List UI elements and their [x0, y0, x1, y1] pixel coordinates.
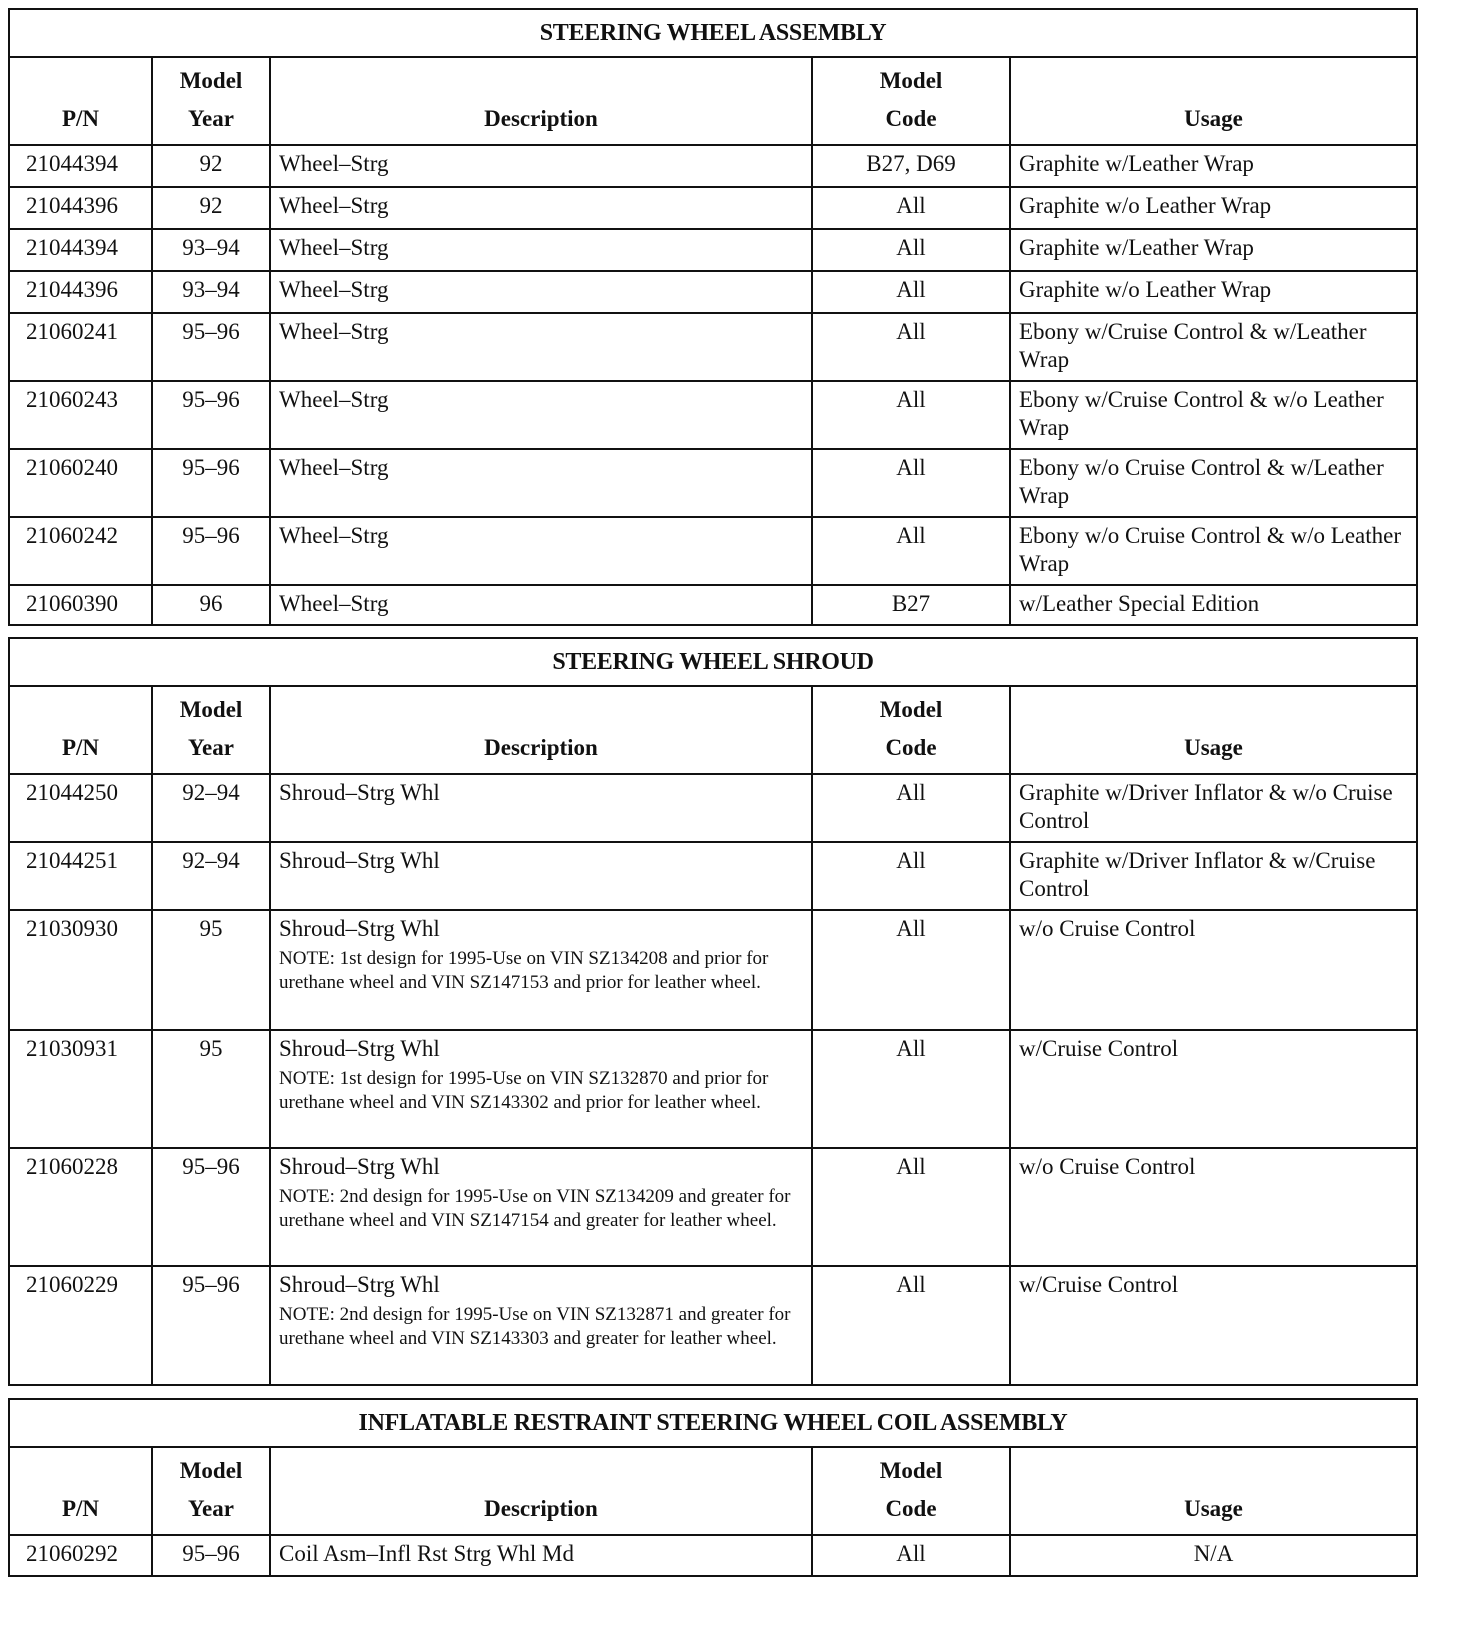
cell-pn: 21044396	[10, 187, 152, 229]
header-description: Description	[270, 1447, 812, 1535]
table-row	[10, 145, 1416, 187]
cell-pn: 21060240	[10, 449, 152, 517]
header-usage: Usage	[1010, 686, 1416, 774]
steering-wheel-shroud-table	[8, 637, 1418, 1386]
cell-description: Wheel–Strg	[270, 585, 812, 624]
header-pn: P/N	[10, 686, 152, 774]
note-text: NOTE: 2nd design for 1995-Use on VIN SZ132871 and greater for urethane wheel and VIN SZ143303 and greater for leather wheel.	[279, 1304, 791, 1349]
cell-year: 92	[152, 187, 270, 229]
table-row	[10, 187, 1416, 229]
cell-pn: 21060390	[10, 585, 152, 624]
header-pn: P/N	[10, 57, 152, 145]
header-usage: Usage	[1010, 57, 1416, 145]
cell-pn: 21044250	[10, 774, 152, 842]
cell-model-code: All	[812, 1266, 1010, 1384]
cell-description: Coil Asm–Infl Rst Strg Whl Md	[270, 1535, 812, 1575]
cell-model-code: All	[812, 187, 1010, 229]
header-description: Description	[270, 57, 812, 145]
cell-usage: Ebony w/o Cruise Control & w/o Leather Wrap	[1010, 517, 1416, 585]
header-usage: Usage	[1010, 1447, 1416, 1535]
cell-year: 95–96	[152, 1148, 270, 1266]
header-model-year: Model Year	[152, 686, 270, 774]
cell-pn: 21060292	[10, 1535, 152, 1575]
table-row	[10, 842, 1416, 910]
cell-usage: Graphite w/Driver Inflator & w/Cruise Control	[1010, 842, 1416, 910]
table-row	[10, 1535, 1416, 1575]
cell-description: Wheel–Strg	[270, 187, 812, 229]
cell-description: Shroud–Strg Whl	[270, 774, 812, 842]
table-row	[10, 1148, 1416, 1266]
cell-usage: w/o Cruise Control	[1010, 910, 1416, 1030]
cell-model-code: All	[812, 774, 1010, 842]
cell-model-code: All	[812, 517, 1010, 585]
cell-model-code: All	[812, 910, 1010, 1030]
description-text: Shroud–Strg Whl	[279, 1036, 440, 1061]
cell-description: Shroud–Strg Whl	[270, 842, 812, 910]
cell-model-code: All	[812, 381, 1010, 449]
header-pn: P/N	[10, 1447, 152, 1535]
cell-usage: w/o Cruise Control	[1010, 1148, 1416, 1266]
cell-usage: Ebony w/o Cruise Control & w/Leather Wrap	[1010, 449, 1416, 517]
cell-year: 92–94	[152, 774, 270, 842]
cell-usage: Ebony w/Cruise Control & w/o Leather Wrap	[1010, 381, 1416, 449]
cell-year: 92	[152, 145, 270, 187]
cell-usage: w/Cruise Control	[1010, 1030, 1416, 1148]
note-text: NOTE: 1st design for 1995-Use on VIN SZ134208 and prior for urethane wheel and VIN SZ147153 and prior for leather wheel.	[279, 948, 769, 993]
header-model-year: Model Year	[152, 57, 270, 145]
cell-description	[270, 1148, 812, 1266]
cell-usage: Graphite w/Leather Wrap	[1010, 145, 1416, 187]
header-description: Description	[270, 686, 812, 774]
cell-pn: 21030931	[10, 1030, 152, 1148]
cell-usage: N/A	[1010, 1535, 1416, 1575]
table-title: INFLATABLE RESTRAINT STEERING WHEEL COIL ASSEMBLY	[10, 1400, 1416, 1447]
cell-description	[270, 1266, 812, 1384]
description-text: Shroud–Strg Whl	[279, 1154, 440, 1179]
coil-assembly-table	[8, 1398, 1418, 1577]
cell-model-code: All	[812, 1030, 1010, 1148]
cell-description: Wheel–Strg	[270, 271, 812, 313]
header-model-year: Model Year	[152, 1447, 270, 1535]
cell-description: Wheel–Strg	[270, 449, 812, 517]
cell-year: 95–96	[152, 449, 270, 517]
cell-description	[270, 1030, 812, 1148]
cell-pn: 21030930	[10, 910, 152, 1030]
cell-pn: 21044394	[10, 229, 152, 271]
description-text: Shroud–Strg Whl	[279, 1272, 440, 1297]
cell-usage: Graphite w/Driver Inflator & w/o Cruise Control	[1010, 774, 1416, 842]
cell-year: 95–96	[152, 1266, 270, 1384]
cell-usage: w/Leather Special Edition	[1010, 585, 1416, 624]
cell-usage: w/Cruise Control	[1010, 1266, 1416, 1384]
table-row	[10, 517, 1416, 585]
table-title: STEERING WHEEL SHROUD	[10, 639, 1416, 686]
cell-model-code: All	[812, 229, 1010, 271]
cell-pn: 21060241	[10, 313, 152, 381]
cell-model-code: All	[812, 1535, 1010, 1575]
cell-year: 95	[152, 1030, 270, 1148]
cell-usage: Graphite w/Leather Wrap	[1010, 229, 1416, 271]
cell-model-code: All	[812, 1148, 1010, 1266]
cell-year: 93–94	[152, 271, 270, 313]
header-model-code: Model Code	[812, 686, 1010, 774]
cell-pn: 21044394	[10, 145, 152, 187]
table-row	[10, 229, 1416, 271]
table-row	[10, 449, 1416, 517]
cell-usage: Graphite w/o Leather Wrap	[1010, 187, 1416, 229]
note-text: NOTE: 2nd design for 1995-Use on VIN SZ134209 and greater for urethane wheel and VIN SZ147154 and greater for leather wheel.	[279, 1186, 791, 1231]
cell-year: 96	[152, 585, 270, 624]
table-row	[10, 585, 1416, 624]
cell-pn: 21044251	[10, 842, 152, 910]
cell-model-code: B27	[812, 585, 1010, 624]
cell-model-code: All	[812, 449, 1010, 517]
cell-description: Wheel–Strg	[270, 145, 812, 187]
table-row	[10, 1030, 1416, 1148]
header-model-code: Model Code	[812, 1447, 1010, 1535]
cell-year: 95–96	[152, 517, 270, 585]
cell-pn: 21060229	[10, 1266, 152, 1384]
cell-description	[270, 910, 812, 1030]
header-model-code: Model Code	[812, 57, 1010, 145]
description-text: Shroud–Strg Whl	[279, 916, 440, 941]
cell-year: 92–94	[152, 842, 270, 910]
table-row	[10, 313, 1416, 381]
cell-usage: Ebony w/Cruise Control & w/Leather Wrap	[1010, 313, 1416, 381]
cell-year: 93–94	[152, 229, 270, 271]
cell-model-code: B27, D69	[812, 145, 1010, 187]
table-row	[10, 774, 1416, 842]
table-row	[10, 1266, 1416, 1384]
cell-year: 95–96	[152, 381, 270, 449]
cell-pn: 21060242	[10, 517, 152, 585]
note-text: NOTE: 1st design for 1995-Use on VIN SZ132870 and prior for urethane wheel and VIN SZ143302 and prior for leather wheel.	[279, 1068, 769, 1113]
cell-model-code: All	[812, 271, 1010, 313]
table-row	[10, 271, 1416, 313]
cell-year: 95–96	[152, 1535, 270, 1575]
cell-pn: 21044396	[10, 271, 152, 313]
cell-model-code: All	[812, 313, 1010, 381]
cell-usage: Graphite w/o Leather Wrap	[1010, 271, 1416, 313]
cell-description: Wheel–Strg	[270, 313, 812, 381]
table-row	[10, 381, 1416, 449]
cell-description: Wheel–Strg	[270, 381, 812, 449]
table-title: STEERING WHEEL ASSEMBLY	[10, 10, 1416, 57]
cell-model-code: All	[812, 842, 1010, 910]
steering-wheel-assembly-table	[8, 8, 1418, 626]
cell-pn: 21060243	[10, 381, 152, 449]
cell-description: Wheel–Strg	[270, 229, 812, 271]
table-row	[10, 910, 1416, 1030]
cell-year: 95–96	[152, 313, 270, 381]
cell-pn: 21060228	[10, 1148, 152, 1266]
cell-description: Wheel–Strg	[270, 517, 812, 585]
cell-year: 95	[152, 910, 270, 1030]
